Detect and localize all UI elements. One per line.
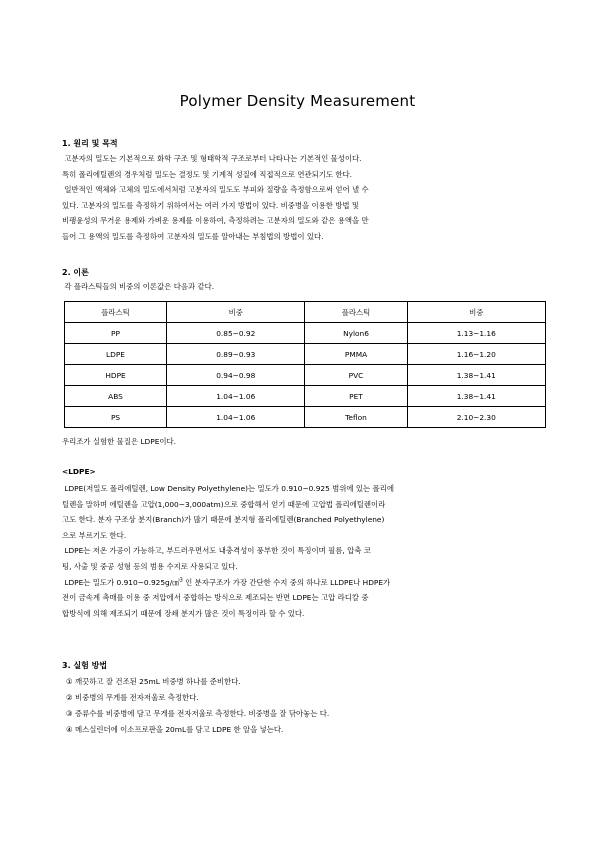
table-cell: PVC [305, 365, 407, 386]
method-steps [66, 674, 329, 738]
table-cell: Teflon [305, 407, 407, 428]
table-cell: 1.16~1.20 [407, 344, 545, 365]
paragraph-line: 특히 폴리에틸렌의 경우처럼 밀도는 결정도 및 기계적 성질에 직접적으로 연관되기도 한다. [62, 169, 353, 179]
table-header-cell: 플라스틱 [65, 302, 167, 323]
table-header-cell: 플라스틱 [305, 302, 407, 323]
ldpe-density-text: LDPE는 밀도가 0.910~0.925g/㎤ [62, 577, 180, 587]
table-cell: LDPE [65, 344, 167, 365]
list-item: ② 비중병의 무게를 전자저울로 측정한다. [66, 693, 199, 702]
table-row [65, 344, 546, 365]
table-cell: 1.04~1.06 [167, 386, 305, 407]
table-cell: PET [305, 386, 407, 407]
paragraph-line: 합방식에 의해 제조되기 때문에 장쇄 분지가 많은 것이 특징이라 할 수 있다. [62, 608, 305, 618]
table-row [65, 407, 546, 428]
table-cell: 1.38~1.41 [407, 365, 545, 386]
table-cell: 2.10~2.30 [407, 407, 545, 428]
paragraph-line: 틸렌을 말하며 에틸렌을 고압(1,000~3,000atm)으로 중합해서 얻기 때문에 고압법 폴리에틸렌이라 [62, 499, 386, 509]
section-principle-body [62, 151, 544, 245]
list-item: ① 깨끗하고 잘 건조된 25mL 비중병 하나를 준비한다. [66, 677, 241, 686]
paragraph-line: 고분자의 밀도는 기본적으로 화학 구조 및 형태학적 구조로부터 나타나는 기본적인 물성이다. [62, 154, 362, 163]
table-cell: HDPE [65, 365, 167, 386]
table-cell: 0.85~0.92 [167, 323, 305, 344]
table-cell: 1.13~1.16 [407, 323, 545, 344]
paragraph-line: 있다. 고분자의 밀도를 측정하기 위하여서는 여러 가지 방법이 있다. 비중병을 이용한 방법 및 [62, 200, 360, 210]
density-table [64, 301, 546, 428]
paragraph-line: LDPE(저밀도 폴리에틸렌, Low Density Polyethylene)는 밀도가 0.910~0.925 범위에 있는 폴리에 [62, 484, 394, 493]
paragraph-line: 고도 한다. 분자 구조상 분지(Branch)가 많기 때문에 분지형 폴리에틸렌(Branched Polyethylene) [62, 515, 385, 525]
table-cell: 1.38~1.41 [407, 386, 545, 407]
table-cell: 1.04~1.06 [167, 407, 305, 428]
paragraph-line: 으로 부르기도 한다. [62, 530, 127, 540]
paragraph-line: 각 플라스틱들의 비중의 이론값은 다음과 같다. [62, 282, 215, 291]
table-row [65, 323, 546, 344]
paragraph-line: 비팽윤성의 무거운 용제와 가벼운 용제를 이용하여, 측정하려는 고분자의 밀도와 같은 용액을 만 [62, 216, 369, 226]
paragraph-line [62, 575, 544, 591]
table-row [65, 365, 546, 386]
section-heading-theory: 2. 이론 [62, 268, 89, 277]
table-header-row [65, 302, 546, 323]
table-cell: Nylon6 [305, 323, 407, 344]
theory-intro [62, 279, 544, 295]
ldpe-density-text-cont: 인 분자구조가 가장 간단한 수지 중의 하나로 LLDPE나 HDPE가 [182, 577, 391, 587]
superscript: 3 [179, 577, 183, 584]
table-cell: 0.94~0.98 [167, 365, 305, 386]
list-item: ③ 증류수를 비중병에 담고 무게를 전자저울로 측정한다. 비중병을 잘 닦아놓는 다. [66, 709, 330, 718]
section-heading-principle: 1. 원리 및 목적 [62, 139, 118, 148]
table-row [65, 386, 546, 407]
tested-material-note [62, 434, 544, 450]
table-cell: ABS [65, 386, 167, 407]
table-cell: PP [65, 323, 167, 344]
paragraph-line: 일반적인 액체와 고체의 밀도에서처럼 고분자의 밀도도 부피와 질량을 측정함으로써 얻어 낼 수 [62, 185, 369, 195]
table-cell: 0.89~0.93 [167, 344, 305, 365]
paragraph-line: <LDPE> [62, 467, 96, 476]
paragraph-line: 팅, 사출 및 중공 성형 등의 범용 수지로 사용되고 있다. [62, 561, 238, 571]
ldpe-description [62, 481, 544, 621]
paragraph-line: LDPE는 저온 가공이 가능하고, 부드러우면서도 내충격성이 풍부한 것이 특징이며 필름, 압축 코 [62, 546, 371, 556]
paragraph-line: 우리조가 실험한 물질은 LDPE이다. [62, 437, 177, 446]
table-cell: PMMA [305, 344, 407, 365]
table-header-cell: 비중 [167, 302, 305, 323]
section-heading-method: 3. 실험 방법 [62, 661, 108, 670]
document-title: Polymer Density Measurement [179, 92, 416, 110]
ldpe-heading [62, 464, 544, 480]
table-header-cell: 비중 [407, 302, 545, 323]
table-cell: PS [65, 407, 167, 428]
paragraph-line: 들어 그 용액의 밀도를 측정하여 고분자의 밀도를 알아내는 부침법의 방법이 있다. [62, 231, 324, 241]
paragraph-line: 전이 금속계 촉매를 이용 중 저압에서 중합하는 방식으로 제조되는 반면 LDPE는 고압 라디칼 중 [62, 593, 369, 603]
list-item: ④ 메스실린더에 이소프로판을 20mL를 담고 LDPE 한 알을 넣는다. [66, 725, 284, 734]
